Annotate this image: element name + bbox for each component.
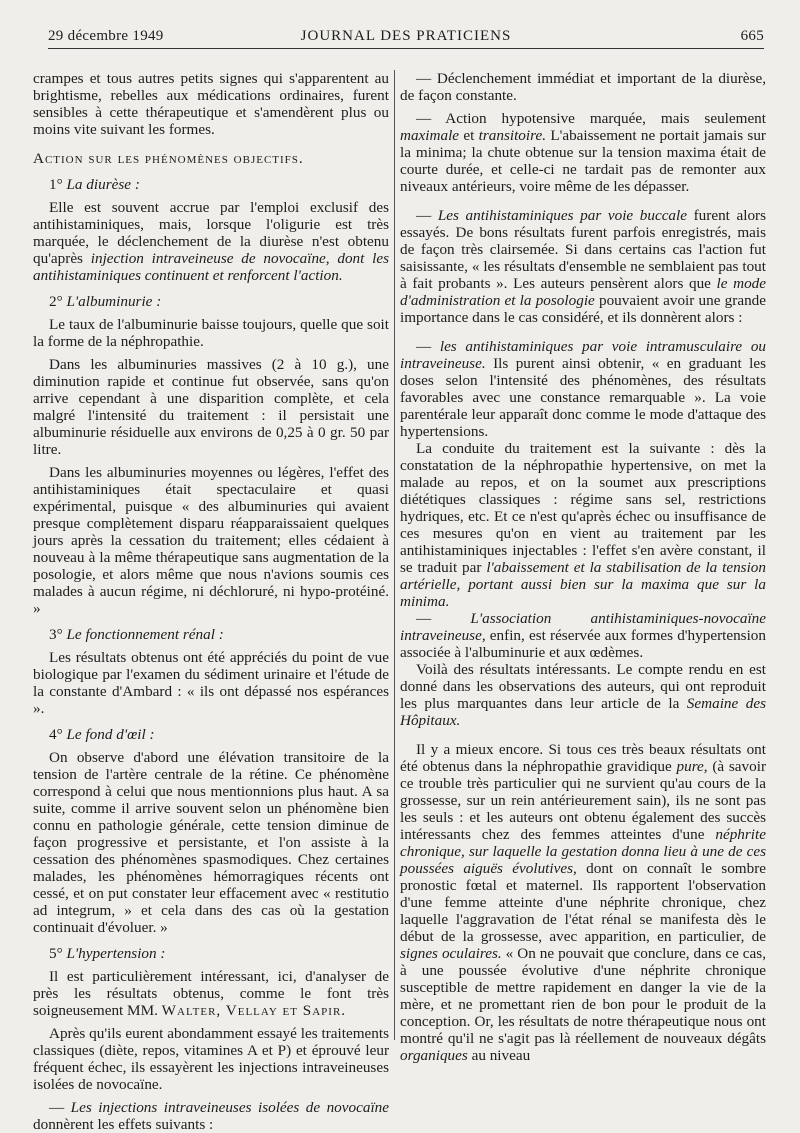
text-run: Ils purent ainsi obtenir, « en graduant les doses selon l'intensité des phénomènes, des résultats favorables avec une constance remarquable ». La voie parentérale leur apparaît donc comme le mode d'attaque des hypertensions. xyxy=(400,355,766,440)
subheading-number: 1° xyxy=(49,176,67,193)
subheading-title: Le fond d'œil : xyxy=(66,726,155,743)
italic-run: maximale xyxy=(400,127,460,144)
paragraph xyxy=(400,110,766,195)
text-run: — xyxy=(416,207,438,224)
italic-run: l'abaissement et la stabilisation de la tension artérielle, portant aussi bien sur la maxima que sur la minima. xyxy=(400,559,766,610)
italic-run: injection intraveineuse de novocaïne, dont les antihistaminiques continuent et renforcent l'action. xyxy=(33,250,390,284)
text-run: La conduite du traitement est la suivante : dès la constatation de la néphropathie hypertensive, on met la malade au repos, et on la soumet aux prescriptions diététiques classiques : régime sans sel, restrictions hydriques, etc. Et ce n'est qu'après échec ou insuffisance de ces mesures qu'on en vient au traitement par les antihistaminiques injectables : l'effet s'en avère constant, il se traduit par xyxy=(400,440,766,576)
subheading-number: 2° xyxy=(49,293,67,310)
right-column xyxy=(400,70,767,1064)
italic-run: transitoire. xyxy=(478,127,547,144)
text-run: Elle est souvent accrue par l'emploi exclusif des antihistaminiques, mais, lorsque l'oligurie est très marquée, le déclenchement de la diurèse n'est obtenu qu'après xyxy=(33,199,389,267)
text-run: Il est particulièrement intéressant, ici, d'analyser de près les résultats obtenus, comme le font très soigneusement MM. xyxy=(33,968,389,1019)
subheading-hypertension xyxy=(33,945,389,962)
italic-run: le mode d'administration et la posologie xyxy=(400,275,766,309)
text-run: donnèrent les effets suivants : xyxy=(33,1116,214,1133)
paragraph: Le taux de l'albuminurie baisse toujours, quelle que soit la forme de la néphropathie. xyxy=(33,316,389,350)
text-run: L'abaissement ne portait jamais sur la minima; la chute obtenue sur la tension maxima était de courte durée, et celle-ci ne tardait pas de remonter aux niveaux antérieurs, voire même de les dépasser. xyxy=(400,127,766,195)
italic-run: pure, xyxy=(676,758,708,775)
paragraph: Les résultats obtenus ont été appréciés du point de vue biologique par l'examen du sédiment urinaire et l'étude de la constante d'Ambard : « ils ont dépassé nos espérances ». xyxy=(33,649,389,717)
text-run: dont on connaît le sombre pronostic fœtal et maternel. Ils rapportent l'observation d'une femme atteinte d'une néphrite chronique, chez laquelle l'aggravation de l'état rénal se manifesta dès le début de la grossesse, avec apparition, en particulier, de xyxy=(400,860,766,945)
header-date: 29 décembre 1949 xyxy=(48,28,164,44)
paragraph: — Déclenchement immédiat et important de la diurèse, de façon constante. xyxy=(400,70,766,104)
paragraph xyxy=(400,661,766,729)
text-run: — xyxy=(49,1099,71,1116)
paragraph xyxy=(400,440,766,610)
paragraph xyxy=(33,1099,389,1133)
text-run: et xyxy=(459,127,479,144)
paragraph: crampes et tous autres petits signes qui s'apparentent au brightisme, rebelles aux médications ordinaires, furent sensibles à cette thérapeutique et s'amendèrent plus ou moins vite suivant les formes. xyxy=(33,70,389,138)
header-page-number: 665 xyxy=(740,28,764,44)
subheading-fonctionnement-renal xyxy=(33,626,389,643)
italic-run: Semaine des Hôpitaux. xyxy=(400,695,766,729)
text-run: Il y a mieux encore. Si tous ces très beaux résultats ont été obtenus dans la néphropathie gravidique xyxy=(400,741,766,775)
subheading-title: L'hypertension : xyxy=(66,945,166,962)
italic-run: néphrite chronique, sur laquelle la gestation donna lieu à une de ces poussées aiguës évolutives, xyxy=(400,826,766,877)
paragraph: Après qu'ils eurent abondamment essayé les traitements classiques (diète, repos, vitamines A et P) et éprouvé leur fréquent échec, ils essayèrent les injections intraveineuses isolées de novocaïne. xyxy=(33,1025,389,1093)
subheading-title: La diurèse : xyxy=(66,176,140,193)
text-run: « On ne pouvait que conclure, dans ce cas, à une poussée évolutive d'une néphrite chronique susceptible de mettre rapidement en danger la vie de la mère, et ne promettant rien de bon pour le produit de la conception. Or, les résultats de notre thérapeutique nous ont montré qu'il ne s'agit pas là réellement de nouveaux dégâts xyxy=(400,945,766,1047)
paragraph xyxy=(33,968,389,1019)
text-run: au niveau xyxy=(467,1047,531,1064)
column-divider xyxy=(394,70,395,1040)
paragraph: Dans les albuminuries massives (2 à 10 g.), une diminution rapide et continue fut observée, sans qu'on arrive cependant à une disparition complète, et cela malgré l'intensité du traitement : il persistait une albuminurie résiduelle aux environs de 0,25 à 0 gr. 50 par litre. xyxy=(33,356,389,458)
text-run: enfin, est réservée aux formes d'hypertension associée à l'albuminurie et aux œdèmes. xyxy=(400,627,766,661)
text-run: pouvaient avoir une grande importance dans le cas considéré, et ils donnèrent alors : xyxy=(400,292,766,326)
text-run: — xyxy=(416,338,440,355)
subheading-albuminurie xyxy=(33,293,389,310)
section-heading: Action sur les phénomènes objectifs. xyxy=(33,150,304,167)
header-journal-title: JOURNAL DES PRATICIENS xyxy=(300,28,512,44)
paragraph: On observe d'abord une élévation transitoire de la tension de l'artère centrale de la rétine. Ce phénomène correspond à celui que nous mentionnions plus haut. A sa suite, comme il arrive souvent selon un phénomène bien connu en pathologie générale, cette tension diminue de façon progressive et persistante, et l'on assiste à la cessation des phénomènes spasmodiques. Chez certaines malades, les phénomènes hémorragiques récents ont cessé, et on put constater leur effacement avec « restitutio ad integrum, » et cela dans des cas où la gestation continuait d'évoluer. » xyxy=(33,749,389,936)
subheading-number: 5° xyxy=(49,945,67,962)
italic-run: signes oculaires. xyxy=(400,945,502,962)
paragraph xyxy=(400,741,766,1064)
text-run: Voilà des résultats intéressants. Le compte rendu en est donné dans les observations des auteurs, qui ont reproduit les plus marquantes dans leur article de la xyxy=(400,661,766,712)
left-column xyxy=(33,70,390,1133)
paragraph: Dans les albuminuries moyennes ou légères, l'effet des antihistaminiques était spectaculaire et quasi expérimental, puisque « des albuminuries qui avaient presque complètement disparu réapparaissaient quelques jours après la cessation du traitement; elles cédaient à nouveau à la même thérapeutique sans augmentation de la posologie, et alors même que nous n'avions soumis ces malades à aucun régime, ni déchloruré, ni hypo-protéiné. » xyxy=(33,464,389,617)
author-names: Walter, Vellay et Sapir. xyxy=(161,1002,347,1019)
subheading-number: 4° xyxy=(49,726,67,743)
paragraph xyxy=(33,199,389,284)
paragraph xyxy=(400,338,766,440)
text-run: — Action hypotensive marquée, mais seulement xyxy=(416,110,766,127)
subheading-number: 3° xyxy=(49,626,67,643)
subheading-title: Le fonctionnement rénal : xyxy=(66,626,224,643)
text-run: furent alors essayés. De bons résultats furent parfois enregistrés, mais de façon très clairsemée. Si dans certains cas l'action fut saisissante, « les résultats d'ensemble ne semblaient pas tout à fait probants ». Les auteurs pensèrent alors que xyxy=(400,207,767,292)
italic-run: Les injections intraveineuses isolées de novocaïne xyxy=(70,1099,390,1116)
subheading-title: L'albuminurie : xyxy=(66,293,162,310)
text-run: — xyxy=(416,610,471,627)
paragraph xyxy=(400,207,766,326)
subheading-fond-oeil xyxy=(33,726,389,743)
italic-run: organiques xyxy=(400,1047,468,1064)
text-run: (à savoir ce trouble très particulier qui ne survient qu'au cours de la grossesse, sur un rein antérieurement sain), ils ne sont pas les seuls : et les auteurs ont obtenu également des succès intéressants chez des femmes atteintes d'une xyxy=(400,758,766,843)
italic-run: L'association antihistaminiques-novocaïne intraveineuse, xyxy=(400,610,767,644)
italic-run: Les antihistaminiques par voie buccale xyxy=(437,207,687,224)
italic-run: les antihistaminiques par voie intramusculaire ou intraveineuse. xyxy=(400,338,767,372)
running-header xyxy=(48,22,764,49)
subheading-diurese xyxy=(33,176,389,193)
paragraph xyxy=(400,610,766,661)
